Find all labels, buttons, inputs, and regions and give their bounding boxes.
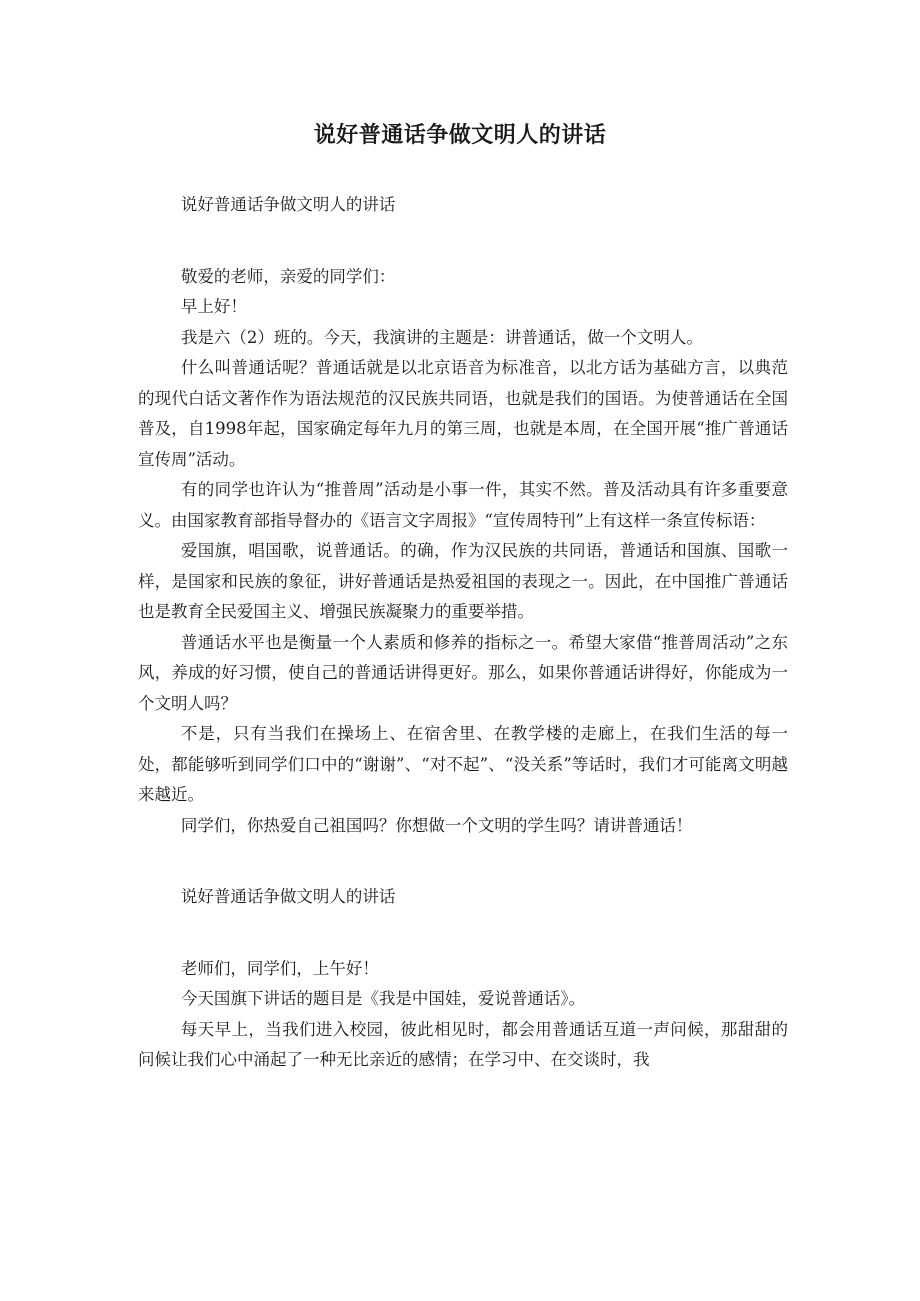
paragraph: 爱国旗，唱国歌，说普通话。的确，作为汉民族的共同语，普通话和国旗、国歌一样，是国家和民族的象征，讲好普通话是热爱祖国的表现之一。因此，在中国推广普通话也是教育全民爱国主义、增强民族凝聚力的重要举措。: [138, 541, 788, 621]
paragraph: 我是六（2）班的。今天，我演讲的主题是：讲普通话，做一个文明人。: [180, 327, 703, 347]
paragraph: 每天早上，当我们进入校园，彼此相见时，都会用普通话互道一声问候，那甜甜的问候让我们心中涌起了一种无比亲近的感情；在学习中、在交谈时，我: [138, 1019, 788, 1069]
section-heading: 说好普通话争做文明人的讲话: [180, 195, 396, 214]
section-heading: 说好普通话争做文明人的讲话: [180, 887, 396, 906]
spacer: [138, 913, 788, 954]
paragraph: 有的同学也许认为“推普周”活动是小事一件，其实不然。普及活动具有许多重要意义。由国家教育部指导督办的《语言文字周报》“宣传周特刊”上有这样一条宣传标语：: [138, 480, 788, 530]
paragraph: 同学们，你热爱自己祖国吗？你想做一个文明的学生吗？请讲普通话！: [180, 815, 693, 835]
document-title: 说好普通话争做文明人的讲话: [313, 123, 607, 148]
paragraph: 不是，只有当我们在操场上、在宿舍里、在教学楼的走廊上，在我们生活的每一处，都能够听到同学们口中的“谢谢”、“对不起”、“没关系”等话时，我们才可能离文明越来越近。: [138, 724, 788, 804]
greeting: 早上好！: [180, 297, 247, 316]
document-body: [138, 190, 788, 1076]
salutation: 老师们，同学们，上午好！: [180, 958, 379, 978]
salutation: 敬爱的老师，亲爱的同学们：: [180, 266, 396, 286]
paragraph: 什么叫普通话呢？普通话就是以北京语音为标准音，以北方话为基础方言，以典范的现代白话文著作作为语法规范的汉民族共同语，也就是我们的国语。为使普通话在全国普及，自1998年起，国家确定每年九月的第三周，也就是本周，在全国开展“推广普通话宣传周”活动。: [138, 358, 788, 469]
paragraph: 今天国旗下讲话的题目是《我是中国娃，爱说普通话》。: [180, 989, 586, 1008]
paragraph: 普通话水平也是衡量一个人素质和修养的指标之一。希望大家借“推普周活动”之东风，养成的好习惯，使自己的普通话讲得更好。那么，如果你普通话讲得好，你能成为一个文明人吗？: [138, 632, 788, 713]
spacer: [138, 841, 788, 882]
spacer: [138, 221, 788, 262]
